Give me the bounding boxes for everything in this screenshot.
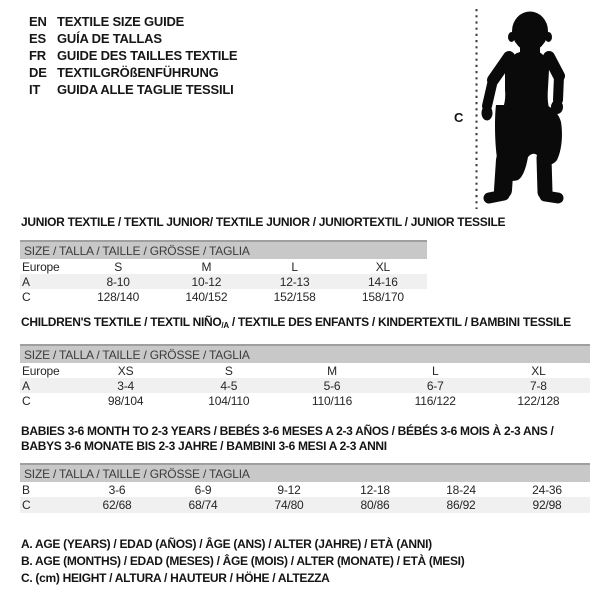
table-cell: 74/80 [274,498,304,512]
baby-figure [450,6,572,212]
table-cell: 122/128 [517,393,560,408]
legend-line-b: B. AGE (MONTHS) / EDAD (MESES) / ÂGE (MOIS) / ALTER (MONATE) / ETÀ (MESI) [21,554,465,568]
children-title-subscript: /A [221,321,229,330]
table-cell: M [327,363,337,378]
table-cell: 24-36 [532,482,562,497]
table-cell: 12-18 [360,482,390,497]
table-cell: M [201,259,212,274]
language-title: GUIDA ALLE TAGLIE TESSILI [57,82,234,97]
height-measure-label: C [454,110,464,125]
table-row [20,363,590,378]
measurement-legend [21,537,464,588]
table-cell: 110/116 [311,393,353,408]
legend-line-c: C. (cm) HEIGHT / ALTURA / HAUTEUR / HÖHE / ALTEZZA [21,571,330,585]
row-label: Europe [22,363,60,378]
table-header-bar [20,344,590,363]
language-title: GUIDE DES TAILLES TEXTILE [57,48,238,63]
baby-forearm-left [487,80,493,106]
table-row [20,393,590,408]
table-cell: 128/140 [97,289,140,304]
size-header-label: SIZE / TALLA / TAILLE / GRÖSSE / TAGLIA [24,347,250,362]
junior-section-title: JUNIOR TEXTILE / TEXTIL JUNIOR/ TEXTILE JUNIOR / JUNIORTEXTIL / JUNIOR TESSILE [21,215,506,229]
table-row [20,482,590,497]
table-cell: 152/158 [273,289,316,304]
baby-ear-right [545,32,552,42]
table-cell: 7-8 [530,378,547,393]
table-cell: 6-9 [194,482,212,497]
table-cell: 140/152 [185,289,228,304]
language-row-es [29,30,237,47]
babies-title-line1: BABIES 3-6 MONTH TO 2-3 YEARS / BEBÉS 3-6 MESES A 2-3 AÑOS / BÉBÉS 3-6 MOIS À 2-3 ANS / [21,424,554,438]
table-cell: 3-4 [117,378,134,393]
table-cell: 14-16 [368,274,398,289]
table-cell: 8-10 [106,274,130,289]
table-row [20,378,590,393]
table-cell: 4-5 [220,378,238,393]
table-cell: S [224,363,233,378]
baby-hand-left [482,106,493,121]
language-title: TEXTILE SIZE GUIDE [57,14,185,29]
table-cell: 116/122 [414,393,456,408]
table-cell: 5-6 [323,378,341,393]
baby-silhouette [482,12,564,199]
table-cell: 158/170 [361,289,404,304]
row-label: Europe [22,259,60,274]
baby-leg-left [503,160,505,190]
language-row-en [29,13,237,30]
size-header-label: SIZE / TALLA / TAILLE / GRÖSSE / TAGLIA [24,466,250,481]
language-title-list [29,13,237,98]
table-cell: 3-6 [108,482,126,497]
table-cell: 6-7 [426,378,444,393]
table-cell: XS [117,363,134,378]
table-cell: XL [531,363,546,378]
language-code: DE [29,65,47,80]
language-code: ES [29,31,46,46]
baby-foot-right [545,196,558,198]
children-section-title [21,315,571,331]
language-code: IT [29,82,41,97]
language-row-it [29,81,237,98]
language-row-fr [29,47,237,64]
table-cell: L [291,259,298,274]
row-label: B [22,482,30,497]
table-cell: 10-12 [191,274,222,289]
babies-title-line2: BABYS 3-6 MONATE BIS 2-3 JAHRE / BAMBINI 3-6 MESI A 2-3 ANNI [21,439,387,453]
language-code: EN [29,14,47,29]
baby-ear-left [508,32,515,42]
table-row [20,497,590,513]
table-header-bar [20,240,427,259]
table-cell: S [114,259,123,274]
babies-section-title [21,424,553,454]
baby-forearm-right [558,76,559,100]
baby-leg-right [544,158,545,192]
table-cell: 104/110 [208,393,250,408]
table-cell: 80/86 [360,498,390,512]
size-header-label: SIZE / TALLA / TAILLE / GRÖSSE / TAGLIA [24,243,250,258]
row-label: C [22,498,31,512]
row-label: A [22,378,30,393]
language-title: TEXTILGRÖßENFÜHRUNG [57,65,219,80]
table-cell: XL [375,259,391,274]
table-cell: 92/98 [532,498,562,512]
table-row [20,259,427,274]
table-cell: 62/68 [102,498,132,512]
children-title-part: / TEXTILE DES ENFANTS / KINDERTEXTIL / BAMBINI TESSILE [228,315,571,329]
table-cell: L [431,363,439,378]
table-cell: 18-24 [446,482,476,497]
table-row [20,274,427,289]
children-size-table [20,344,590,408]
junior-size-table [20,240,427,304]
row-label: C [22,393,31,408]
row-label: A [22,274,30,289]
babies-size-table [20,463,590,513]
table-row [20,289,427,304]
table-cell: 12-13 [279,274,310,289]
language-row-de [29,64,237,81]
language-title: GUÍA DE TALLAS [57,31,162,46]
legend-line-a: A. AGE (YEARS) / EDAD (AÑOS) / ÂGE (ANS) / ALTER (JAHRE) / ETÀ (ANNI) [21,537,432,551]
row-label: C [22,289,31,304]
table-header-bar [20,463,590,482]
language-code: FR [29,48,46,63]
table-cell: 86/92 [446,498,476,512]
table-cell: 9-12 [277,482,301,497]
table-cell: 98/104 [107,393,144,408]
table-cell: 68/74 [188,498,218,512]
baby-foot-left [489,195,504,198]
children-title-part: CHILDREN'S TEXTILE / TEXTIL NIÑO [21,315,222,329]
